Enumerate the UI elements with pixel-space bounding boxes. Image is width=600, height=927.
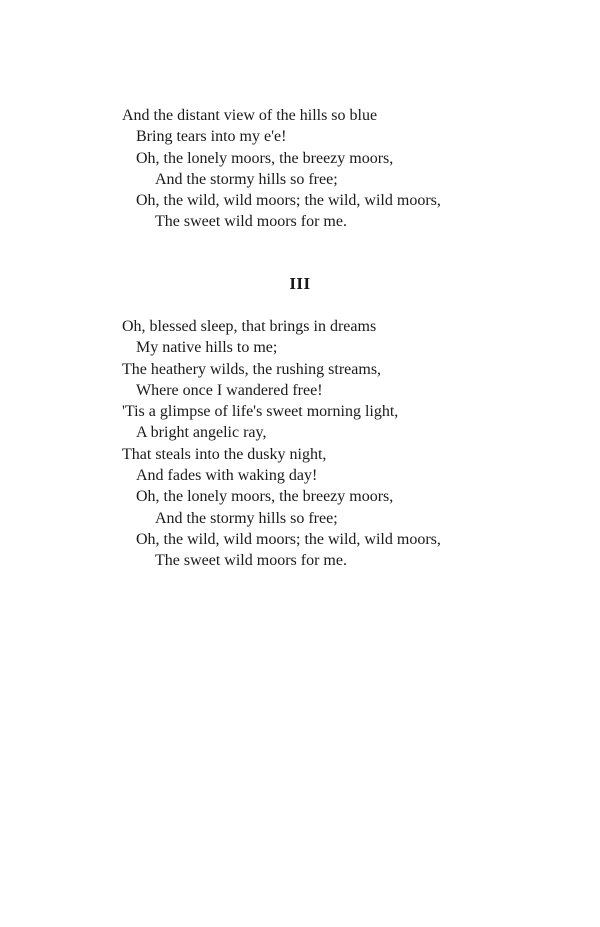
poem-line: That steals into the dusky night,	[122, 446, 327, 463]
poem-line: And the stormy hills so free;	[155, 510, 338, 527]
poem-line: Where once I wandered free!	[136, 382, 323, 399]
poem-line: Bring tears into my e'e!	[136, 128, 287, 145]
section-heading: III	[289, 274, 311, 293]
poem-line: The heathery wilds, the rushing streams,	[122, 361, 382, 378]
poem-line: The sweet wild moors for me.	[155, 213, 347, 230]
poem-line: Oh, the wild, wild moors; the wild, wild moors,	[136, 192, 441, 209]
poem-line: Oh, the lonely moors, the breezy moors,	[136, 488, 394, 505]
poem-line: The sweet wild moors for me.	[155, 552, 347, 569]
poem-line: A bright angelic ray,	[136, 424, 267, 441]
poem-line: Oh, the lonely moors, the breezy moors,	[136, 150, 394, 167]
poem-line: And the distant view of the hills so blue	[122, 107, 378, 124]
poem-line: 'Tis a glimpse of life's sweet morning light,	[122, 403, 399, 420]
poem-line: Oh, the wild, wild moors; the wild, wild moors,	[136, 531, 441, 548]
poem-line: And the stormy hills so free;	[155, 171, 338, 188]
poem-line: Oh, blessed sleep, that brings in dreams	[122, 318, 377, 335]
poem-line: And fades with waking day!	[136, 467, 318, 484]
poem-line: My native hills to me;	[136, 339, 278, 356]
